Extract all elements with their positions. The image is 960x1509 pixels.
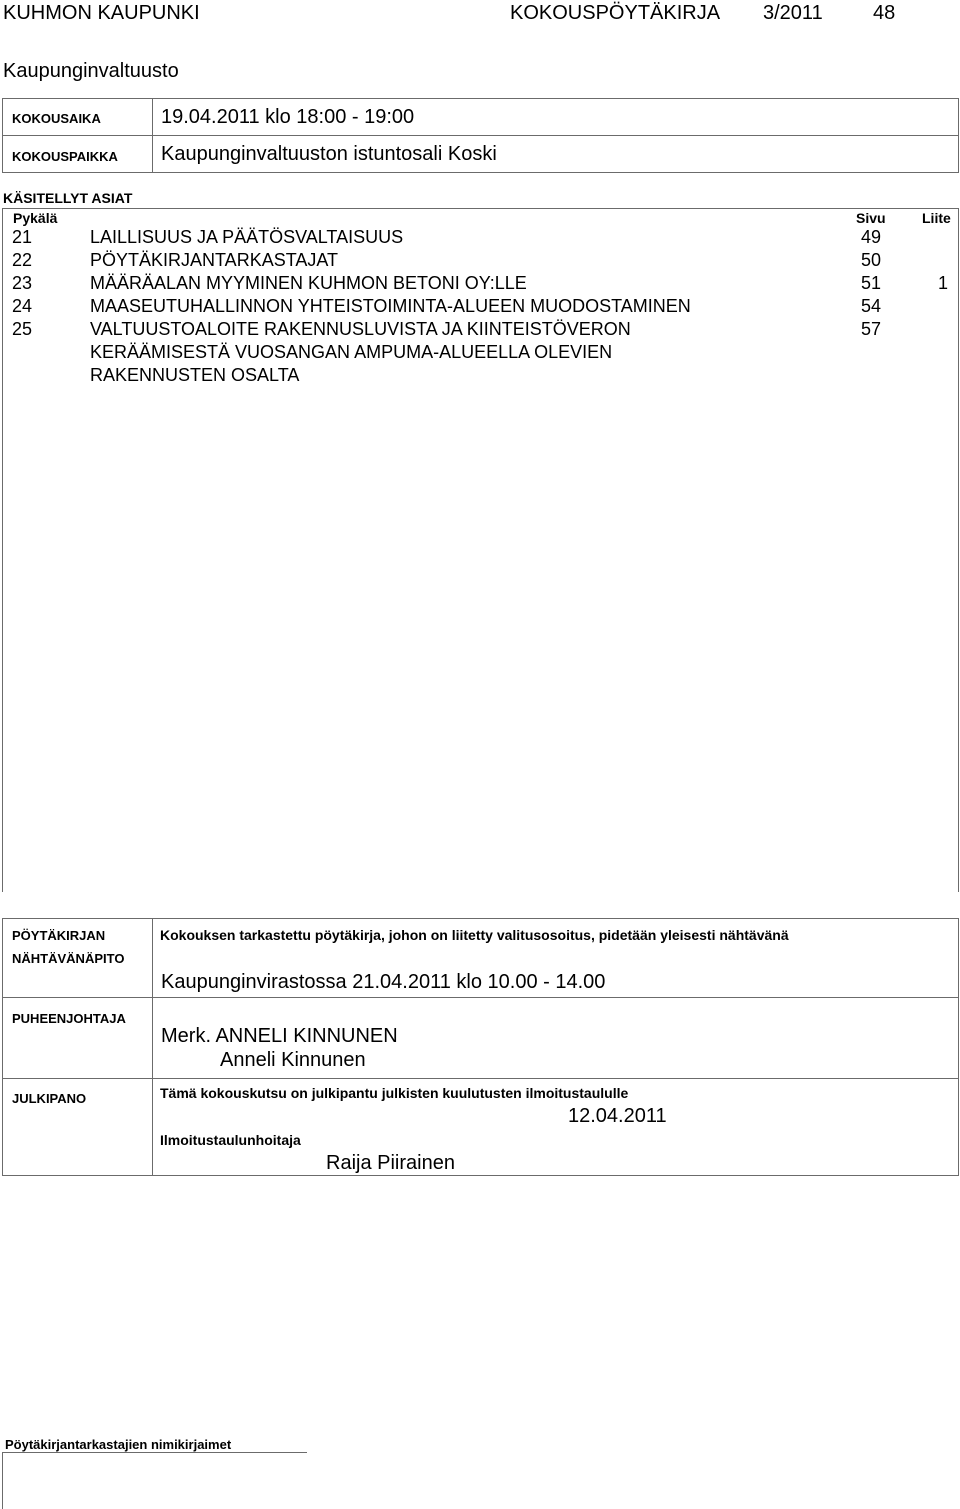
agenda-item-number: 25 <box>12 319 33 339</box>
page-number: 48 <box>873 2 896 24</box>
organization-name: KUHMON KAUPUNKI <box>3 2 200 24</box>
document-type: KOKOUSPÖYTÄKIRJA <box>510 2 721 24</box>
meeting-info-divider <box>2 135 959 136</box>
posting-label: JULKIPANO <box>12 1091 87 1106</box>
agenda-column-section: Pykälä <box>13 210 58 226</box>
board-keeper-label: Ilmoitustaulunhoitaja <box>160 1132 301 1148</box>
agenda-item-title: LAILLISUUS JA PÄÄTÖSVALTAISUUS <box>90 227 404 247</box>
agenda-title: KÄSITELLYT ASIAT <box>3 190 133 206</box>
display-label-continued: NÄHTÄVÄNÄPITO <box>12 951 125 966</box>
board-keeper-name: Raija Piirainen <box>326 1152 455 1174</box>
footer-divider <box>2 1078 959 1079</box>
body-name: Kaupunginvaltuusto <box>3 60 179 82</box>
signatures-line <box>2 1452 307 1453</box>
agenda-item-number: 21 <box>12 227 33 247</box>
agenda-item-number: 22 <box>12 250 33 270</box>
agenda-item-title-continued: KERÄÄMISESTÄ VUOSANGAN AMPUMA-ALUEELLA OLEVIEN <box>90 342 613 362</box>
agenda-item-page: 49 <box>861 227 882 247</box>
display-place: Kaupunginvirastossa 21.04.2011 klo 10.00 - 14.00 <box>161 971 606 993</box>
agenda-item-title: MAASEUTUHALLINNON YHTEISTOIMINTA-ALUEEN MUODOSTAMINEN <box>90 296 691 316</box>
posting-date: 12.04.2011 <box>568 1105 667 1127</box>
meeting-info-column-divider <box>152 98 153 173</box>
chair-label: PUHEENJOHTAJA <box>12 1011 126 1026</box>
signatures-label: Pöytäkirjantarkastajien nimikirjaimet <box>5 1437 232 1452</box>
meeting-place-label: KOKOUSPAIKKA <box>12 149 118 164</box>
agenda-item-number: 24 <box>12 296 33 316</box>
agenda-item-title: PÖYTÄKIRJANTARKASTAJAT <box>90 250 339 270</box>
signatures-box-edge <box>2 1452 3 1509</box>
agenda-item-page: 54 <box>861 296 882 316</box>
agenda-item-page: 50 <box>861 250 882 270</box>
footer-column-divider <box>152 918 153 1176</box>
agenda-item-title-continued: RAKENNUSTEN OSALTA <box>90 365 300 385</box>
agenda-item-number: 23 <box>12 273 33 293</box>
footer-box <box>2 918 959 1176</box>
agenda-item-title: MÄÄRÄALAN MYYMINEN KUHMON BETONI OY:LLE <box>90 273 527 293</box>
display-label: PÖYTÄKIRJAN <box>12 928 106 943</box>
document-issue: 3/2011 <box>763 2 823 24</box>
posting-text: Tämä kokouskutsu on julkipantu julkisten kuulutusten ilmoitustaululle <box>160 1085 629 1101</box>
agenda-item-attachment: 1 <box>938 273 949 293</box>
agenda-item-page: 51 <box>861 273 882 293</box>
meeting-time-label: KOKOUSAIKA <box>12 111 101 126</box>
display-text: Kokouksen tarkastettu pöytäkirja, johon on liitetty valitusosoitus, pidetään yleisesti nähtävänä <box>160 927 789 943</box>
agenda-item-page: 57 <box>861 319 882 339</box>
agenda-item-title: VALTUUSTOALOITE RAKENNUSLUVISTA JA KIINTEISTÖVERON <box>90 319 631 339</box>
footer-divider <box>2 997 959 998</box>
meeting-time-value: 19.04.2011 klo 18:00 - 19:00 <box>161 106 415 128</box>
meeting-place-value: Kaupunginvaltuuston istuntosali Koski <box>161 143 497 165</box>
agenda-column-attachment: Liite <box>922 210 951 226</box>
chair-line: Merk. ANNELI KINNUNEN <box>161 1025 398 1047</box>
agenda-column-page: Sivu <box>856 210 886 226</box>
chair-name: Anneli Kinnunen <box>220 1049 366 1071</box>
